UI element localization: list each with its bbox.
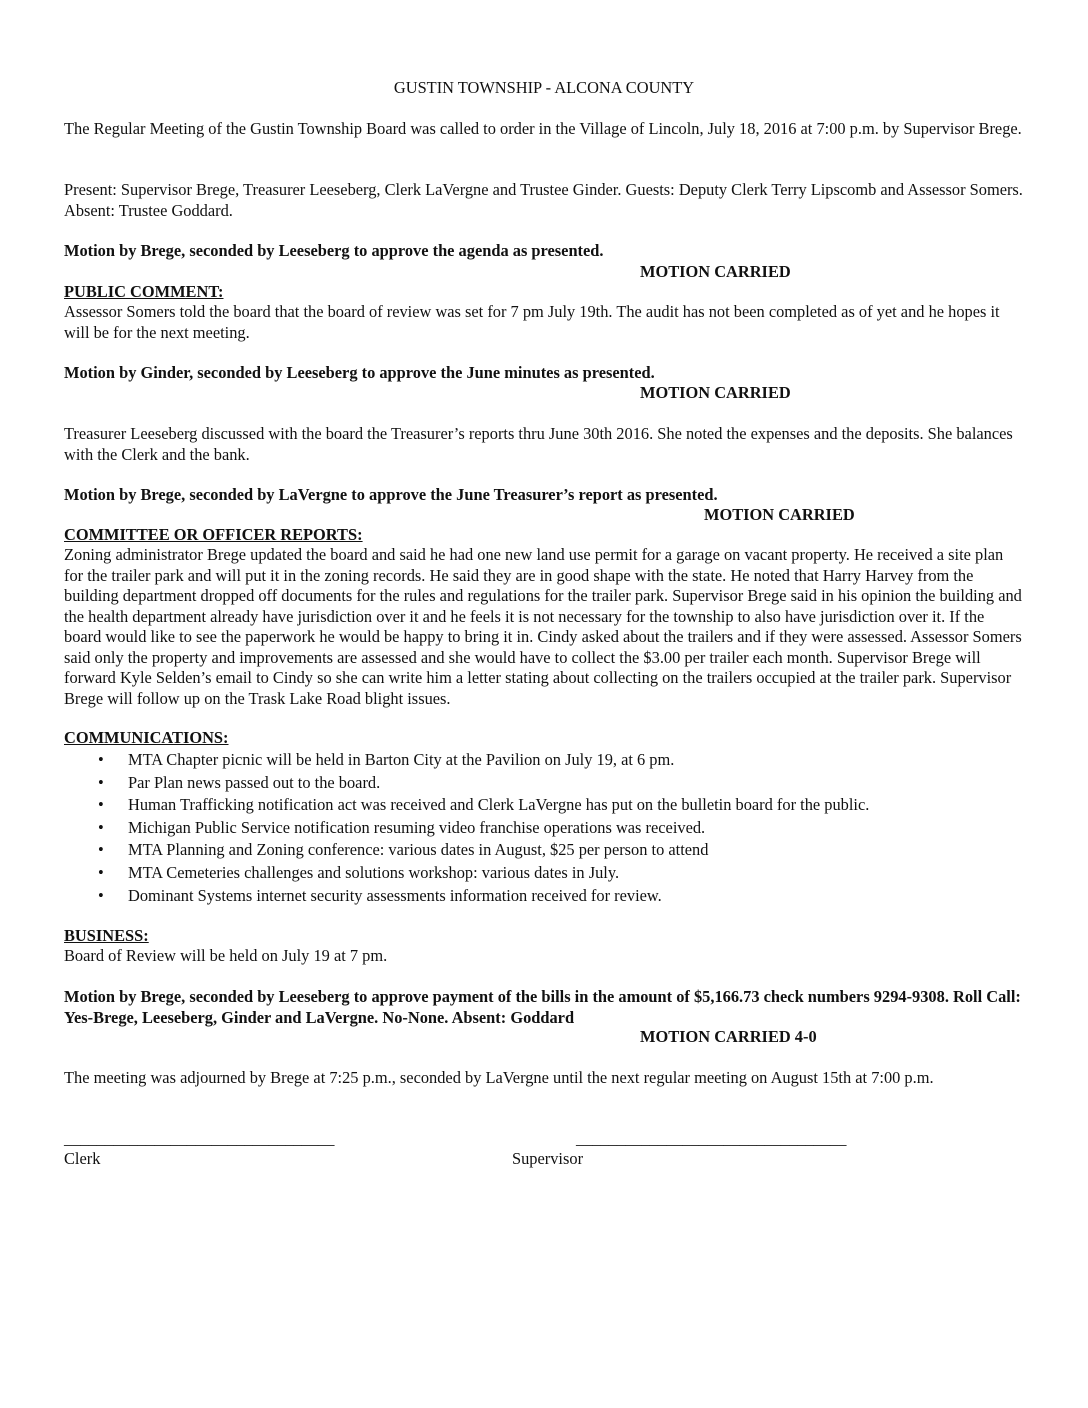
supervisor-signature-line: _________________________________ [576, 1129, 847, 1148]
adjournment-paragraph: The meeting was adjourned by Brege at 7:25 p.m., seconded by LaVergne until the next regular meeting on August 15th at 7:00 p.m. [64, 1068, 934, 1087]
bills-motion: Motion by Brege, seconded by Leeseberg to approve payment of the bills in the amount of $5,166.73 check numbers 9294-9308. Roll Call: Yes-Brege, Leeseberg, Ginder and LaVergne. No-None. Absent: Goddard [64, 987, 1021, 1027]
minutes-motion: Motion by Ginder, seconded by Leeseberg to approve the June minutes as presented. [64, 363, 655, 382]
list-item: • MTA Chapter picnic will be held in Barton City at the Pavilion on July 19, at 6 pm. [98, 750, 675, 769]
committee-heading: COMMITTEE OR OFFICER REPORTS: [64, 525, 363, 544]
bullet-icon: • [98, 772, 104, 792]
list-item: • MTA Planning and Zoning conference: various dates in August, $25 per person to attend [98, 840, 709, 860]
agenda-motion-result: MOTION CARRIED [640, 262, 791, 281]
communications-list [64, 750, 1024, 908]
clerk-label: Clerk [64, 1149, 101, 1168]
committee-text: Zoning administrator Brege updated the board and said he had one new land use permit for a garage on vacant property. He received a site plan for the trailer park and will put it in the zoning records. He said they are in good shape with the state. He noted that Harry Harvey from the building department dropped off documents for the rules and regulations for the trailer park. Supervisor Brege said in his opinion the building and the health department already have jurisdiction over it and he feels it is not necessary for the township to also have jurisdiction over it. If the board would like to see the paperwork he would be happy to bring it in. Cindy asked about the trailers and if they were assessed. Assessor Somers said only the property and improvements are assessed and she would have to collect the $3.00 per trailer each month. Supervisor Brege will forward Kyle Selden’s email to Cindy so she can write him a letter stating about collecting on the trailers occupied at the trailer park. Supervisor Brege will follow up on the Trask Lake Road blight issues. [64, 545, 1022, 708]
bullet-icon: • [98, 750, 104, 769]
business-text: Board of Review will be held on July 19 at 7 pm. [64, 946, 388, 965]
public-comment-heading: PUBLIC COMMENT: [64, 282, 224, 301]
bullet-icon: • [98, 885, 104, 905]
agenda-motion: Motion by Brege, seconded by Leeseberg to approve the agenda as presented. [64, 241, 604, 260]
public-comment-text: Assessor Somers told the board that the board of review was set for 7 pm July 19th. The audit has not been completed as of yet and he hopes it will be for the next meeting. [64, 302, 1000, 342]
communications-heading: COMMUNICATIONS: [64, 728, 229, 747]
treasurer-motion-result: MOTION CARRIED [704, 505, 855, 524]
call-to-order-paragraph: The Regular Meeting of the Gustin Township Board was called to order in the Village of Lincoln, July 18, 2016 at 7:00 p.m. by Supervisor Brege. [64, 119, 1022, 138]
document-title: GUSTIN TOWNSHIP - ALCONA COUNTY [393, 78, 695, 97]
list-item: • Michigan Public Service notification resuming video franchise operations was received. [98, 817, 706, 837]
treasurer-report-text: Treasurer Leeseberg discussed with the board the Treasurer’s reports thru June 30th 2016. She noted the expenses and the deposits. She balances with the Clerk and the bank. [64, 424, 1013, 464]
bullet-icon: • [98, 817, 104, 837]
bullet-icon: • [98, 840, 104, 860]
list-item: • Human Trafficking notification act was received and Clerk LaVergne has put on the bulletin board for the public. [98, 795, 870, 815]
supervisor-label: Supervisor [512, 1149, 584, 1168]
attendance-paragraph: Present: Supervisor Brege, Treasurer Leeseberg, Clerk LaVergne and Trustee Ginder. Guests: Deputy Clerk Terry Lipscomb and Assessor Somers. Absent: Trustee Goddard. [64, 180, 1023, 220]
business-heading: BUSINESS: [64, 926, 149, 945]
treasurer-motion: Motion by Brege, seconded by LaVergne to approve the June Treasurer’s report as presented. [64, 485, 718, 504]
list-item: • Par Plan news passed out to the board. [98, 772, 381, 792]
bills-motion-result: MOTION CARRIED 4-0 [640, 1027, 817, 1046]
bullet-icon: • [98, 862, 104, 882]
clerk-signature-line: _________________________________ [64, 1129, 335, 1148]
minutes-motion-result: MOTION CARRIED [640, 383, 791, 402]
bullet-icon: • [98, 795, 104, 815]
list-item: • Dominant Systems internet security assessments information received for review. [98, 885, 662, 905]
list-item: • MTA Cemeteries challenges and solutions workshop: various dates in July. [98, 862, 620, 882]
